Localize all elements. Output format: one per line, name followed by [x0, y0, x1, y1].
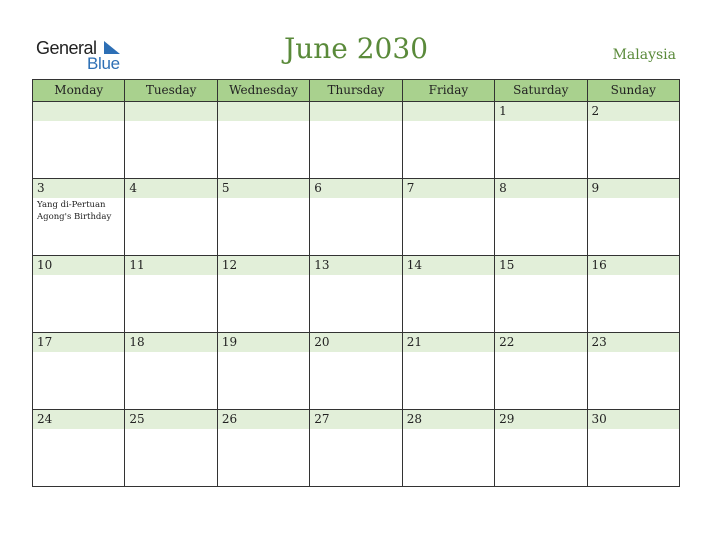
day-number: 19 [221, 335, 238, 349]
day-cell-band [33, 179, 124, 198]
weekday-header: Monday [33, 80, 125, 102]
day-cell [33, 179, 125, 256]
weekday-header: Saturday [495, 80, 587, 102]
weekday-header: Thursday [310, 80, 402, 102]
day-cell [218, 333, 310, 410]
day-cell [588, 102, 680, 179]
day-cell-band [218, 102, 309, 121]
day-number: 28 [406, 412, 422, 426]
day-number: 25 [129, 412, 145, 426]
day-cell [310, 179, 402, 256]
day-cell [218, 256, 310, 333]
day-number: 3 [37, 181, 45, 195]
day-cell [495, 102, 587, 179]
weekday-header: Sunday [588, 80, 680, 102]
day-cell-band [495, 102, 586, 121]
day-number: 11 [129, 258, 145, 272]
day-number: 20 [314, 335, 330, 349]
day-number: 6 [314, 181, 322, 195]
day-number: 14 [406, 258, 422, 272]
day-cell-band [588, 179, 679, 198]
day-number: 26 [221, 412, 238, 426]
logo-blue-text: Blue [87, 54, 120, 73]
day-number: 21 [406, 335, 422, 349]
day-cell [495, 179, 587, 256]
day-cell [588, 256, 680, 333]
day-cell-band [125, 179, 216, 198]
day-cell [125, 256, 217, 333]
day-number: 5 [221, 181, 230, 195]
day-cell-band [33, 102, 124, 121]
holiday-event: Yang di-Pertuan Agong's Birthday [37, 200, 112, 222]
day-number: 22 [499, 335, 515, 349]
day-number: 1 [499, 104, 507, 118]
day-number: 18 [129, 335, 145, 349]
day-cell-band [403, 179, 494, 198]
day-cell [495, 256, 587, 333]
day-cell [125, 410, 217, 487]
day-cell [310, 256, 402, 333]
week-row [33, 256, 680, 333]
day-cell [218, 179, 310, 256]
day-cell [310, 333, 402, 410]
day-cell-band [125, 102, 216, 121]
day-cell [495, 410, 587, 487]
day-cell [310, 410, 402, 487]
day-number: 15 [499, 258, 515, 272]
day-number: 12 [221, 258, 238, 272]
weekday-header: Wednesday [218, 80, 310, 102]
day-cell [403, 179, 495, 256]
day-cell [403, 333, 495, 410]
day-cell [218, 410, 310, 487]
day-number: 17 [37, 335, 53, 349]
day-cell-band [403, 102, 494, 121]
day-number: 24 [37, 412, 53, 426]
day-cell [403, 102, 495, 179]
day-cell [125, 179, 217, 256]
day-cell [125, 102, 217, 179]
day-cell [33, 256, 125, 333]
weekday-header-row [33, 80, 680, 102]
day-cell [33, 333, 125, 410]
day-number: 16 [591, 258, 607, 272]
day-cell [310, 102, 402, 179]
week-row [33, 410, 680, 487]
week-row [33, 102, 680, 179]
logo-general-text: General [36, 38, 97, 58]
day-number: 10 [37, 258, 53, 272]
day-cell [403, 256, 495, 333]
week-row [33, 179, 680, 256]
day-cell [125, 333, 217, 410]
weekday-header: Tuesday [125, 80, 217, 102]
day-cell [33, 410, 125, 487]
country-label: Malaysia [612, 47, 676, 63]
day-number: 29 [499, 412, 515, 426]
day-cell [588, 410, 680, 487]
day-cell [403, 410, 495, 487]
day-cell [588, 333, 680, 410]
calendar-grid [32, 79, 680, 487]
day-number: 27 [314, 412, 330, 426]
day-cell [218, 102, 310, 179]
weeks-container [33, 102, 680, 487]
week-row [33, 333, 680, 410]
day-cell [588, 179, 680, 256]
day-number: 4 [129, 181, 138, 195]
day-number: 8 [499, 181, 507, 195]
day-cell-band [218, 179, 309, 198]
day-number: 7 [406, 181, 415, 195]
day-number: 13 [314, 258, 330, 272]
day-cell-band [495, 179, 586, 198]
page-title: June 2030 [283, 32, 429, 65]
day-cell-band [310, 102, 401, 121]
day-number: 30 [591, 412, 607, 426]
day-number: 9 [591, 181, 600, 195]
day-cell-band [310, 179, 401, 198]
day-cell [495, 333, 587, 410]
day-cell-band [588, 102, 679, 121]
day-number: 23 [591, 335, 607, 349]
weekday-header: Friday [403, 80, 495, 102]
day-number: 2 [591, 104, 600, 118]
day-cell [33, 102, 125, 179]
